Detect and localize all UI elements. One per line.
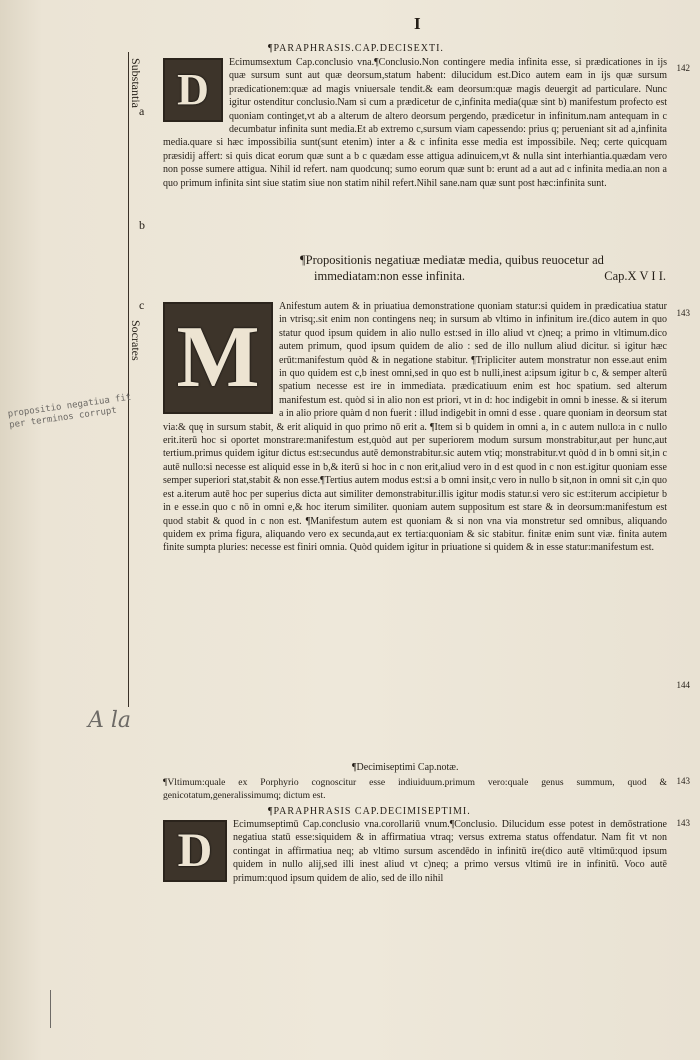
margin-number: 143 <box>676 818 690 828</box>
notae-text: ¶Vltimum:quale ex Porphyrio cognoscitur esse indiuiduum.primum vero:quale genus summum, quod & genicotatum,generalissimumq; dictum est. <box>163 777 667 802</box>
margin-number: 143 <box>676 308 690 318</box>
dropcap-d2: D <box>163 820 227 882</box>
margin-number: 143 <box>676 776 690 786</box>
dropcap-d: D <box>163 58 223 122</box>
margin-number: 142 <box>676 63 690 73</box>
manuscript-note: propositio negatiua fit per terminos corrupt <box>7 392 132 431</box>
folio-number: I <box>414 14 421 33</box>
margin-letter-a: a <box>139 104 145 118</box>
dropcap-m: M <box>163 302 273 414</box>
chapter-number: Cap.X V I I. <box>604 269 666 283</box>
section-text-17-paraphrasis: D Ecimumseptimū Cap.conclusio vna.corollariū vnum.¶Conclusio. Dilucidum esse potest in demōstratione negatiua statū esse:siquidem & in affirmatiua vtraq; versus extrema status offendatur. Nam fit vt non contingat in affirmatiua neq; ab vltimo sursum ascendēdo in infinitū ire(dico autē vltimū:quod ipsum quidem in nullo alij,sed illi inest aliud vt c)neq; a primo versus vltimū ire in infinitū. Voco autē primum:quod ipsum quidem de alio, sed de illo nihil <box>163 818 667 885</box>
margin-tick <box>50 990 51 1028</box>
chapter-17-title <box>300 252 670 284</box>
margin-rule <box>128 52 129 707</box>
margin-letter-b: b <box>139 218 145 232</box>
section-text-17: M Anifestum autem & in priuatiua demonstratione quoniam statur:si quidem in prædicatiua statur in vtrisq;.sit enim non contingens neq; in sursum ab vltimo in infinitum ire.(dico autem in quo statur quod ipsum quidem in alio nullo est:sed in illo aliud vt c)neq; a primo in vltimum.dico autem primum, quod ipsum quidem de alio : sed de illo nullum aliud dicitur. si igitur hæc erūt:manifestum quòd & in negatione stabitur. ¶Tripliciter autem monstratur non esse.aut enim in quo quidem est c,b inest omni,sed in quo est b nulli,inest a:ipsum igitur b c, & semper alterū spatium necesse est ire in immediata. prædicatiuum enim est hoc spatium. sed alterum manifestum est. quòd si in alio non est priori, vt in d: hoc indigebit in omni b inesse. & si iterum a in alio priore quàm d non fuerit : illud indigebit in omni d esse . quare quoniam in deorsum stat via:& quę in sursum stabit, & erit aliquid in quo primo nō erit a. ¶Item si b quidem in omni a, in c autem nullo:a in c nullo erit.iterū hoc si oportet monstrare:manifestum est,quòd aut per superiorem modum sursum monstrabitur,aut per hunc,aut tertium.primus quidem igitur dictus est:secundus autē demonstrabitur.sic autem vtiq; monstrabitur.vt quòd d in b omni sit,in c autē nullo:si necesse est aliquid esse in b,& iterū si hoc in c non erit,aliud vero in d est quod in c non est.igitur quoniam esse semper superiori stat,stabit & non esse.¶Tertius autem modus est:si a b omni insit,c vero in nullo b sit,non in omni sit c,in quo est a.iterum autē hoc per superius dicta aut similiter demonstrabitur.illis igitur modis statur.si vero sic est:iterum accipietur b in e esse.in quo c nō in omni e,& hoc iterum similiter. quoniam autem suppositum est stare & in deorsum:manifestum est quod stabit & quod in c non est. ¶Manifestum autem est quoniam & si non vna via monstretur sed omnibus, aliquando quidem ex prima figura, aliquando vero ex secunda,aut ex tertia:quoniam & sic stabitur. finitæ enim sunt viæ. finita autem finite sumpta pluries: necesse est finiri omnia. Quòd quidem igitur in priuatione si quidem & in esse statur:manifestum est. <box>163 301 667 554</box>
section-text-16: D Ecimumsextum Cap.conclusio vna.¶Conclusio.Non contingere media infinita esse, si prædicationes in ijs quæ sursum sunt aut quæ deorsum,statum habent: dilucidum est.Dico autem eam in ijs quæ sursum prædicationem:quæ ad magis vniuersale tendit.& eam deorsum:quæ magis deuergit ad particulare. Nunc igitur ostenditur conclusio.Nam si cum a prædicetur de c,infinita media(quæ sint b) manifestum profecto est quoniam continget,vt ab a alterum de altero deorsum pergendo, prædicetur in infinitum.nam antequam in c decumbatur infinita sunt media.Et ab extremo c,sursum viam capessendo: prius q; perueniant sit ad a,infinita media.quare si hæc impossibilia sunt(sunt etenim) inter a & c infinita esse media est impossibile. Neq; certe quicquam præsidij affert: si quis dicat eorum quæ sunt a b c quædam esse attigua adinuicem,vt & nulla sint interhiantia.quædam vero non posse sumere attigua. Nihil id refert. nam quodcunq; sumo eorum quæ sunt b: erunt ad a aut ad c infinita media.an non a quo primum infinita sint siue statim siue non statim nihil refert.Nihil sane.nam quæ sunt post hæc:infinita sunt. <box>163 57 667 189</box>
manuscript-glyph: A la <box>88 708 132 733</box>
margin-number: 144 <box>676 680 690 690</box>
section-heading-16: ¶PARAPHRASIS.CAP.DECISEXTI. <box>268 43 444 54</box>
chapter-title-line1: ¶Propositionis negatiuæ mediatæ media, quibus reuocetur ad <box>300 253 604 267</box>
margin-letter-c: c <box>139 298 145 312</box>
notae-heading: ¶Decimiseptimi Cap.notæ. <box>352 762 459 773</box>
section-heading-17: ¶PARAPHRASIS CAP.DECIMISEPTIMI. <box>268 806 471 817</box>
margin-label-socrates: Socrates <box>129 320 143 361</box>
margin-label-substantia: Substantia <box>129 58 143 108</box>
chapter-title-line2: immediatam:non esse infinita. <box>314 269 466 283</box>
